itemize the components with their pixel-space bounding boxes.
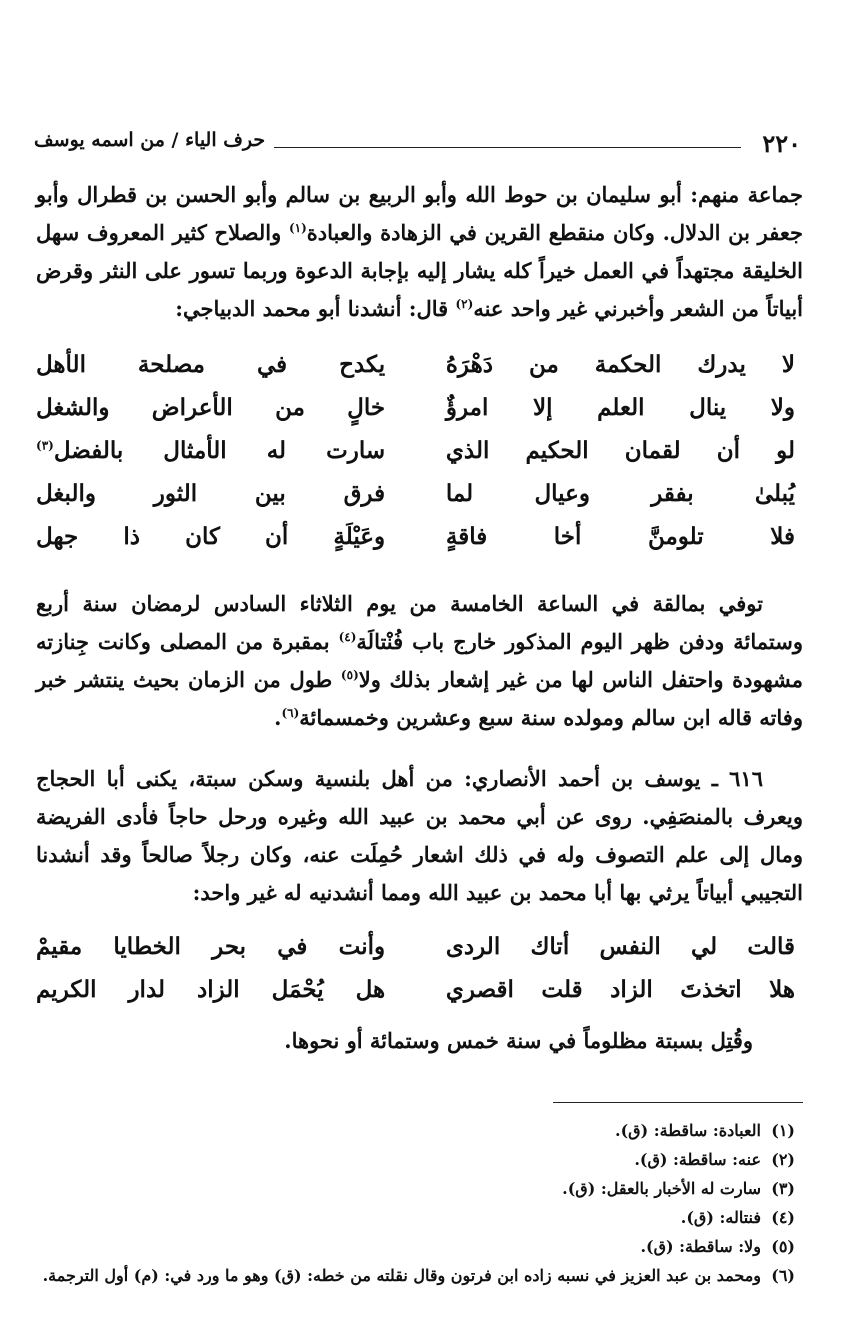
verse (36, 430, 795, 473)
verse-first-hemistich: يُبلىٰ بفقر وعيال لما (445, 480, 795, 507)
footnote-number: (٤) (771, 1208, 795, 1227)
paragraph-1-text-a: جماعة منهم: أبو سليمان بن حوط الله وأبو الربيع بن سالم وأبو الحسن بن قطرال وأبو جعفر بن الدلال. وكان منقطع القرين في الزهادة والعبادة (36, 182, 803, 245)
verse (36, 387, 795, 430)
paragraph-4-text: وقُتِل بسبتة مظلوماً في سنة خمس وستمائة أو نحوها. (284, 1028, 753, 1053)
verse-second-hemistich (36, 430, 385, 473)
footnote (36, 1174, 795, 1203)
page-number: ٢٢٠ (762, 129, 801, 158)
entry-616-text: ٦١٦ ـ يوسف بن أحمد الأنصاري: من أهل بلنسية وسكن سبتة، يكنى أبا الحجاج ويعرف بالمنصَفِي. روى عن أبي محمد بن عبيد الله وغيره ورحل حاجاً فأدى الفريضة ومال إلى علم التصوف وله في ذلك اشعار حُمِلَت عنه، وكان رجلاً صالحاً وقد أنشدنا التجيبي أبياتاً يرثي بها أبا محمد بن عبيد الله ومما أنشدنيه له غير واحد: (36, 766, 803, 905)
paragraph-4 (36, 1022, 753, 1060)
footnote-number: (٥) (771, 1237, 795, 1256)
paragraph-3 (36, 760, 803, 912)
footnote-number: (٣) (771, 1179, 795, 1198)
verse-second-hemistich: فرق بين الثور والبغل (36, 480, 386, 507)
verse-first-hemistich: فلا تلومنَّ أخا فاقةٍ (445, 523, 795, 550)
header-rule (274, 147, 741, 148)
verse-first-hemistich: لا يدرك الحكمة من دَهْرَهُ (445, 351, 795, 378)
footnote (36, 1232, 795, 1261)
footnote (36, 1203, 795, 1232)
footnote-text: سارت له الأخبار بالعقل: (ق). (562, 1179, 761, 1198)
paragraph-2-text-d: . (274, 705, 282, 730)
verse (36, 344, 795, 387)
paragraph-1-text-c: قال: أنشدنا أبو محمد الدبياجي: (175, 296, 456, 321)
verse-first-hemistich: هلا اتخذتَ الزاد قلت اقصري (445, 976, 795, 1003)
verse-first-hemistich: ولا ينال العلم إلا امرؤٌ (445, 394, 795, 421)
footnote-number: (٢) (771, 1150, 795, 1169)
verse (36, 926, 795, 969)
footnote (36, 1145, 795, 1174)
footnote-ref-2: (٢) (455, 297, 474, 311)
verse-second-hemistich: وعَيْلَةٍ أن كان ذا جهل (36, 523, 386, 550)
footnote-ref-6: (٦) (281, 706, 300, 720)
poem-1 (36, 344, 795, 559)
footnote (36, 1261, 795, 1290)
paragraph-2-text-a: توفي بمالقة في الساعة الخامسة من يوم الثلاثاء السادس لرمضان سنة أربع وستمائة ودفن ظهر اليوم المذكور خارج باب فُنْتالَة (36, 591, 803, 654)
verse-second-hemistich: هل يُحْمَل الزاد لدار الكريم (36, 976, 386, 1003)
footnote-text: ولا: ساقطة: (ق). (640, 1237, 761, 1256)
paragraph-1 (36, 176, 803, 328)
paragraph-1-text-b: والصلاح كثير المعروف سهل الخليقة مجتهداً في العمل خيراً كله يشار إليه بإجابة الدعوة وربما تسور على النثر وقرض أبياتاً من الشعر وأخبرني غير واحد عنه (36, 220, 803, 321)
footnotes (36, 1116, 795, 1290)
verse (36, 516, 795, 559)
paragraph-2-text-c: طول من الزمان بحيث ينتشر خبر وفاته قاله ابن سالم ومولده سنة سبع وعشرين وخمسمائة (36, 667, 803, 730)
footnote-number: (١) (771, 1121, 795, 1140)
verse-second-hemistich: وأنت في بحر الخطايا مقيمْ (36, 933, 386, 960)
verse-first-hemistich: لو أن لقمان الحكيم الذي (445, 437, 795, 464)
verse (36, 473, 795, 516)
footnote-number: (٦) (771, 1266, 795, 1285)
verse-second-hemistich: يكدح في مصلحة الأهل (36, 351, 386, 378)
page-header (34, 125, 801, 165)
footnote-rule (553, 1102, 803, 1103)
verse-second-hemistich: خالٍ من الأعراض والشغل (36, 394, 386, 421)
footnote-text: ومحمد بن عبد العزيز في نسبه زاده ابن فرتون وقال نقلته من خطه: (ق) وهو ما ورد في: (م) أول الترجمة. (42, 1266, 761, 1285)
footnote-ref-1: (١) (288, 221, 307, 235)
verse (36, 969, 795, 1012)
paragraph-2 (36, 585, 803, 737)
footnote-text: فنتاله: (ق). (680, 1208, 761, 1227)
footnote-ref-5: (٥) (340, 668, 359, 682)
footnote (36, 1116, 795, 1145)
running-title: حرف الياء / من اسمه يوسف (34, 129, 271, 151)
verse-first-hemistich: قالت لي النفس أتاك الردى (445, 933, 795, 960)
poem-2 (36, 926, 795, 1012)
footnote-ref-3: (٣) (36, 438, 54, 453)
footnote-ref-4: (٤) (338, 630, 357, 644)
paragraph-2-text-b: بمقبرة من المصلى وكانت جِنازته مشهودة واحتفل الناس لها من غير إشعار بذلك ولا (36, 629, 803, 692)
footnote-text: العبادة: ساقطة: (ق). (615, 1121, 761, 1140)
verse-second-hemistich-text: سارت له الأمثال بالفضل (53, 437, 386, 464)
footnote-text: عنه: ساقطة: (ق). (634, 1150, 761, 1169)
